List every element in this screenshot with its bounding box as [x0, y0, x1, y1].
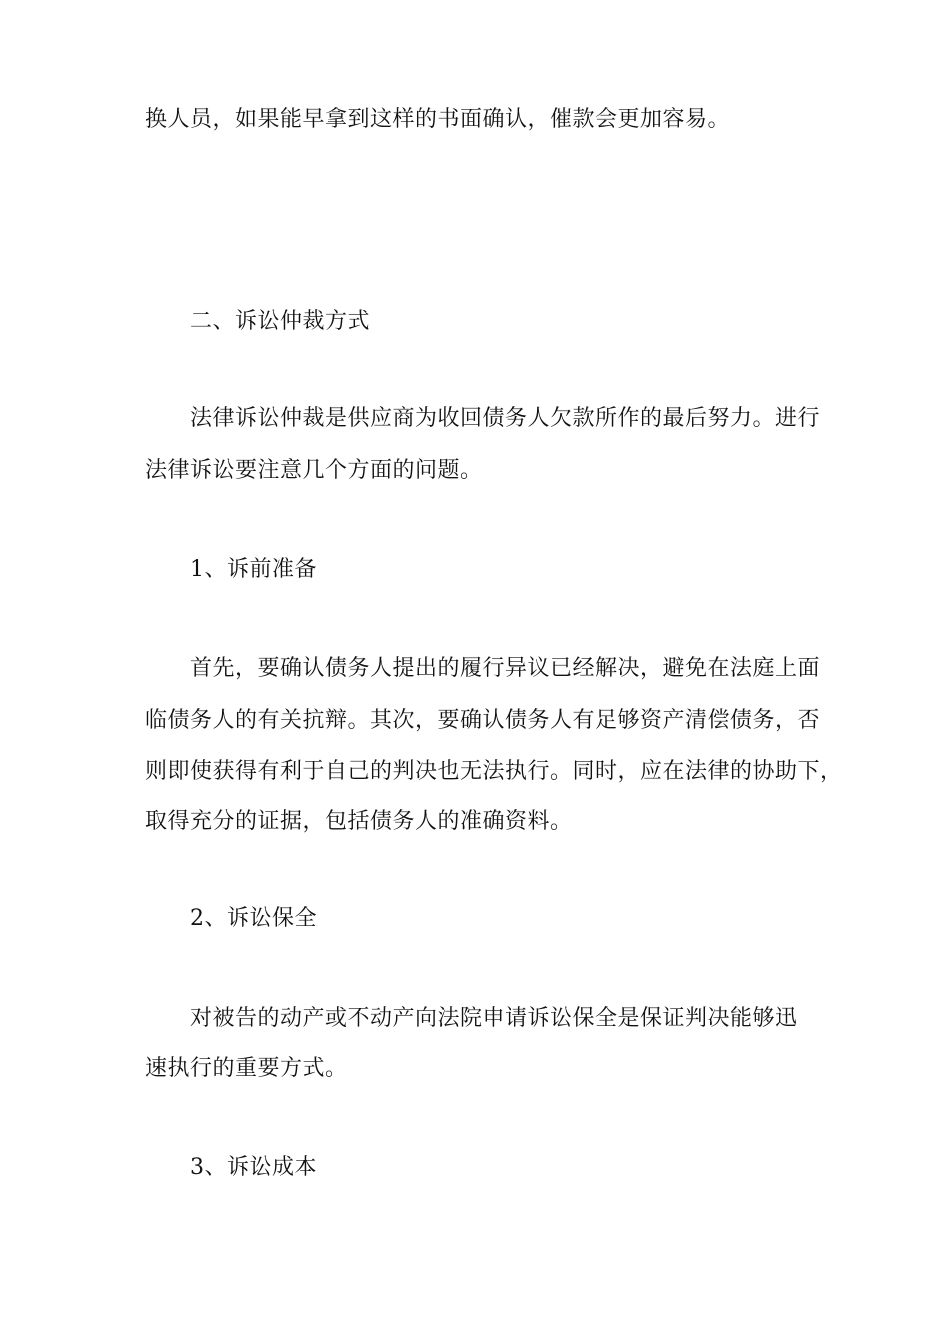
paragraph-preservation-line-1: 对被告的动产或不动产向法院申请诉讼保全是保证判决能够迅	[190, 1006, 798, 1031]
paragraph-litigation-line-2: 法律诉讼要注意几个方面的问题。	[145, 458, 483, 483]
paragraph-prep-line-4: 取得充分的证据，包括债务人的准确资料。	[145, 809, 573, 834]
paragraph-prep-line-3: 则即使获得有利于自己的判决也无法执行。同时，应在法律的协助下，	[145, 759, 843, 784]
paragraph-prep-line-1: 首先，要确认债务人提出的履行异议已经解决，避免在法庭上面	[190, 656, 821, 681]
paragraph-intro-tail: 换人员，如果能早拿到这样的书面确认，催款会更加容易。	[145, 107, 731, 132]
paragraph-preservation-line-2: 速执行的重要方式。	[145, 1056, 348, 1081]
item-one-heading: 1、诉前准备	[190, 557, 317, 582]
item-two-heading: 2、诉讼保全	[190, 906, 317, 931]
paragraph-litigation-line-1: 法律诉讼仲裁是供应商为收回债务人欠款所作的最后努力。进行	[190, 406, 821, 431]
section-two-heading: 二、诉讼仲裁方式	[190, 309, 371, 334]
paragraph-prep-line-2: 临债务人的有关抗辩。其次，要确认债务人有足够资产清偿债务，否	[145, 708, 821, 733]
item-three-heading: 3、诉讼成本	[190, 1155, 317, 1180]
